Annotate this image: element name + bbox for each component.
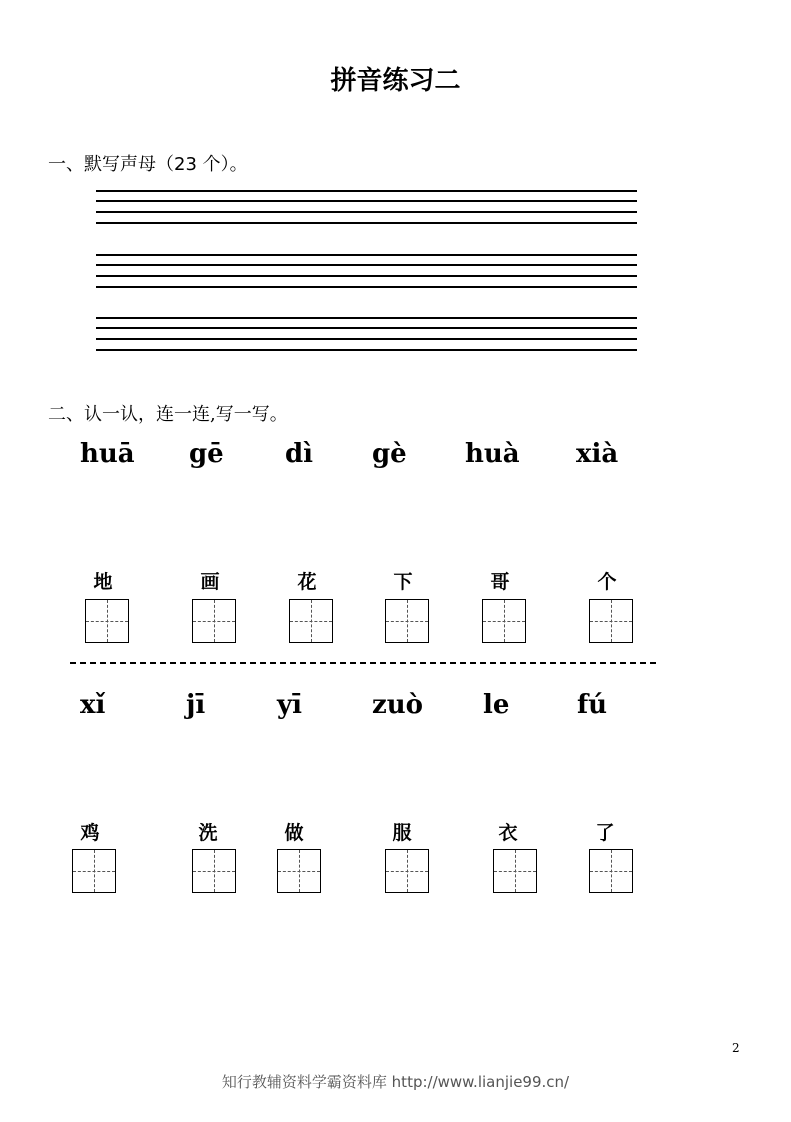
char-ji: 鸡 (80, 822, 100, 844)
pinyin-zuo4: zuò (372, 690, 424, 720)
char-ge-measure: 个 (597, 571, 617, 593)
writing-box[interactable] (589, 849, 633, 893)
writing-box[interactable] (385, 599, 429, 643)
writing-box[interactable] (289, 599, 333, 643)
writing-box[interactable] (277, 849, 321, 893)
writing-lines-3 (96, 317, 637, 351)
pinyin-hua4: huà (465, 439, 520, 469)
page-number: 2 (732, 1041, 740, 1055)
char-yi: 衣 (498, 822, 518, 844)
section1-heading: 一、默写声母（23 个）。 (48, 154, 248, 175)
writing-box[interactable] (482, 599, 526, 643)
writing-box[interactable] (192, 849, 236, 893)
writing-lines-1 (96, 190, 637, 224)
page-title: 拼音练习二 (330, 66, 461, 96)
char-xia: 下 (393, 571, 413, 593)
pinyin-le: le (483, 690, 510, 720)
writing-box[interactable] (589, 599, 633, 643)
char-le: 了 (595, 822, 615, 844)
char-zuo: 做 (284, 822, 304, 844)
pinyin-yi1: yī (277, 690, 302, 720)
section2-heading: 二、认一认，连一连,写一写。 (48, 404, 288, 425)
writing-box[interactable] (72, 849, 116, 893)
writing-box[interactable] (385, 849, 429, 893)
dashed-divider (70, 662, 656, 664)
char-fu: 服 (392, 822, 412, 844)
pinyin-ge1: gē (189, 439, 224, 469)
writing-box[interactable] (192, 599, 236, 643)
pinyin-ji1: jī (186, 690, 206, 720)
writing-box[interactable] (85, 599, 129, 643)
pinyin-xi3: xǐ (80, 690, 106, 720)
writing-box[interactable] (493, 849, 537, 893)
char-hua-flower: 花 (297, 571, 317, 593)
pinyin-hua1: huā (80, 439, 135, 469)
pinyin-xia4: xià (576, 439, 619, 469)
pinyin-fu2: fú (577, 690, 608, 720)
char-xi: 洗 (198, 822, 218, 844)
writing-lines-2 (96, 254, 637, 288)
char-di: 地 (93, 571, 113, 593)
footer-text: 知行教辅资料学霸资料库 http://www.lianjie99.cn/ (221, 1073, 570, 1091)
char-ge-brother: 哥 (490, 571, 510, 593)
pinyin-di4: dì (285, 439, 314, 469)
pinyin-ge4: gè (372, 439, 407, 469)
char-hua-paint: 画 (200, 571, 220, 593)
